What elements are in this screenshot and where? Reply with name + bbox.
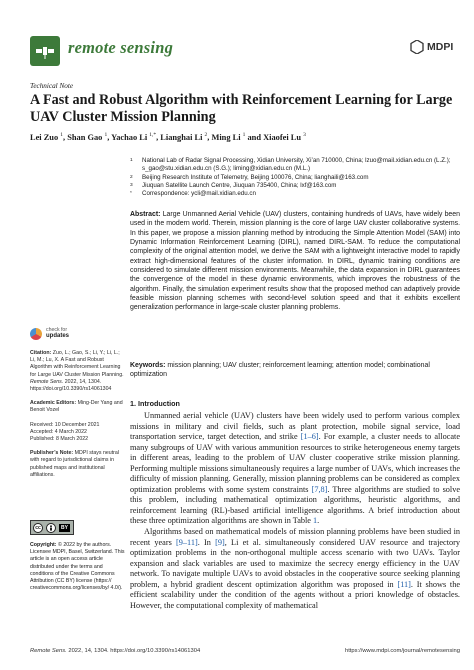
author-name[interactable]: Lianghai Li $^2$ xyxy=(160,132,208,142)
cc-license-badge[interactable] xyxy=(30,520,74,535)
section-heading-introduction: 1. Introduction xyxy=(130,399,180,408)
by-label: BY xyxy=(61,524,68,531)
article-sidebar xyxy=(30,350,126,486)
mdpi-icon xyxy=(410,40,424,54)
footer-doi-link[interactable]: 2022, 14, 1304. https://doi.org/10.3390/rs14061304 xyxy=(68,648,201,654)
keywords-text: mission planning; UAV cluster; reinforcement learning; attention model; combinational optimization xyxy=(130,362,430,379)
paragraph: Unmanned aerial vehicle (UAV) clusters have been widely used to perform various complex missions in military and civil fields, such as plant protection, mobile signal service, load transportation service, target detection, and strike [1–6]. For example, a cluster needs to allocate many subgroups of UAV with various ammunition resources to strike heterogeneous enemy targets in different areas, leading to the problem of UAV cluster cooperative strike mission planning. Performing multiple missions simultaneously requires a large number of UAVs, which increases the difficulty of mission planning. Generally, mission planning problems can be considered as complex optimization problems with some system constraints [7,8]. Three algorithms are studied to solve this problem, including mathematical optimization algorithms, heuristic algorithms, and reinforcement learning (RL)-based artificial intelligence algorithms. A brief introduction about these three optimization algorithms are shown in Table 1. xyxy=(130,411,460,526)
article-type: Technical Note xyxy=(30,82,74,90)
footer-journal-link[interactable]: https://www.mdpi.com/journal/remotesensing xyxy=(344,648,460,654)
update-check-icon xyxy=(30,328,42,340)
footer-citation: Remote Sens. 2022, 14, 1304. https://doi.org/10.3390/rs14061304 xyxy=(30,648,201,654)
satellite-icon xyxy=(34,40,56,62)
introduction-body xyxy=(130,411,460,611)
publisher-logo xyxy=(410,40,453,54)
affiliation: * Correspondence: ycli@mail.xidian.edu.cn xyxy=(130,190,256,198)
citation-doi-link[interactable]: 2022, 14, 1304. https://doi.org/10.3390/rs14061304 xyxy=(30,378,112,393)
check-updates-line1: check for xyxy=(46,327,68,334)
person-icon xyxy=(46,523,56,533)
journal-logo-icon xyxy=(30,36,60,66)
author-name[interactable]: Xiaofei Lu $^3$ xyxy=(263,132,306,142)
accepted-date: Accepted: 4 March 2022 xyxy=(30,428,87,435)
publication-dates xyxy=(30,422,126,444)
reference-link[interactable]: [7,8] xyxy=(311,484,328,494)
journal-name: remote sensing xyxy=(68,38,174,57)
cc-icon: cc xyxy=(33,523,43,533)
affiliation: 1 National Lab of Radar Signal Processing, Xidian University, Xi’an 710000, China; lzuo@mail.xidian.edu.cn (L.Z.); s_gao@stu.xidian.edu.cn (S.G.); liming@xidian.edu.cn (M.L.) xyxy=(130,157,451,173)
affiliation: 3 Jiuquan Satellite Launch Centre, Jiuquan 735400, China; lxf@163.com xyxy=(130,181,337,189)
check-for-updates-button[interactable] xyxy=(30,328,69,340)
reference-link[interactable]: [1–6] xyxy=(300,432,319,442)
author-name[interactable]: Yachao Li $^{1,*}$ xyxy=(111,132,157,142)
author-name[interactable]: Ming Li $^1$ xyxy=(211,132,246,142)
affiliations xyxy=(130,157,460,198)
publisher-note: Publisher’s Note: MDPI stays neutral with regard to jurisdictional claims in published maps and institutional affiliations. xyxy=(30,450,120,478)
author-name[interactable]: Lei Zuo $^1$ xyxy=(30,132,63,142)
copyright-notice: Copyright: © 2022 by the authors. Licensee MDPI, Basel, Switzerland. This article is an open access article distributed under the terms and conditions of the Creative Commons Attribution (CC BY) license (https:// creativecommons.org/licenses/by/ 4.0/). xyxy=(30,542,125,592)
keywords-label: Keywords: xyxy=(130,362,166,369)
abstract-text: Large Unmanned Aerial Vehicle (UAV) clusters, containing hundreds of UAVs, have widely been used in the modern world. Therein, mission planning is the core of large UAV cluster collaborative systems. In this paper, we propose a mission planning method by introducing the Simple Attention Model (SAM) into Dynamic Information Reinforcement Learning (DIRL), named DIRL-SAM. To reduce the computational complexity of the original attention model, we derive the SAM with a lightweight interactive model to rapidly extract high-dimensional features of the cluster information. In DIRL, dynamic training conditions are considered to simulate different mission environments. Meanwhile, the data expansion in DIRL guarantees the convergence of the model in these dynamic environments, which improves the robustness of the algorithm. Finally, the simulation experiment results show that the proposed method can adaptively provide feasible mission planning schemes with second-level solution speed and that it exhibits excellent generalization performance in large-scale cluster planning problems. xyxy=(130,211,460,312)
citation: Citation: Zuo, L.; Gao, S.; Li, Y.; Li, L.; Li, M.; Lu, X. A Fast and Robust Algorithm with Reinforcement Learning for Large UAV Cluster Mission Planning. Remote Sens. 2022, 14, 1304. https://doi.org/10.3390/rs14061304 xyxy=(30,350,124,393)
reference-link[interactable]: [9–11] xyxy=(176,537,198,547)
check-updates-line2: updates xyxy=(46,333,70,339)
publisher-name: MDPI xyxy=(427,41,454,53)
keywords xyxy=(130,361,460,380)
received-date: Received: 10 December 2021 xyxy=(30,421,100,428)
paragraph: Algorithms based on mathematical models of mission planning problems have been studied in recent years [9–11]. In [9], Li et al. simultaneously considered UAV resource and trajectory optimization problems in the non-orthogonal multiple access scenario with two UAVs. Taylor expansion and slack variables are used to maximize the secrecy energy efficiency in the UAV network. To navigate multiple UAVs to avoid obstacles in the cooperative source seeking planning problem, a hybrid gradient descent optimization algorithm was proposed in [11]. It shows the efficient scalability under the condition of the agents without a priori knowledge of obstacles. However, the computational complexity of mathematical xyxy=(130,527,461,610)
author-name[interactable]: Shan Gao $^1$ xyxy=(67,132,108,142)
published-date: Published: 8 March 2022 xyxy=(30,436,89,443)
abstract xyxy=(130,210,460,313)
paper-title: A Fast and Robust Algorithm with Reinforcement Learning for Large UAV Cluster Mission Planning xyxy=(30,92,453,125)
table-reference-link[interactable]: 1 xyxy=(313,516,318,526)
affiliation: 2 Beijing Research Institute of Telemetry, Beijing 100076, China; lianghaili@163.com xyxy=(130,173,369,181)
author-list: Lei Zuo $^1$, Shan Gao $^1$, Yachao Li $^{1,*}$, Lianghai Li $^2$, Ming Li $^1$ and Xiaofei Lu $^3$ xyxy=(30,132,306,142)
reference-link[interactable]: [11] xyxy=(397,579,411,589)
abstract-label: Abstract: xyxy=(130,211,161,218)
reference-link[interactable]: [9] xyxy=(215,537,225,547)
academic-editors: Academic Editors: Ming-Der Yang and Benoit Vozel xyxy=(30,400,123,414)
